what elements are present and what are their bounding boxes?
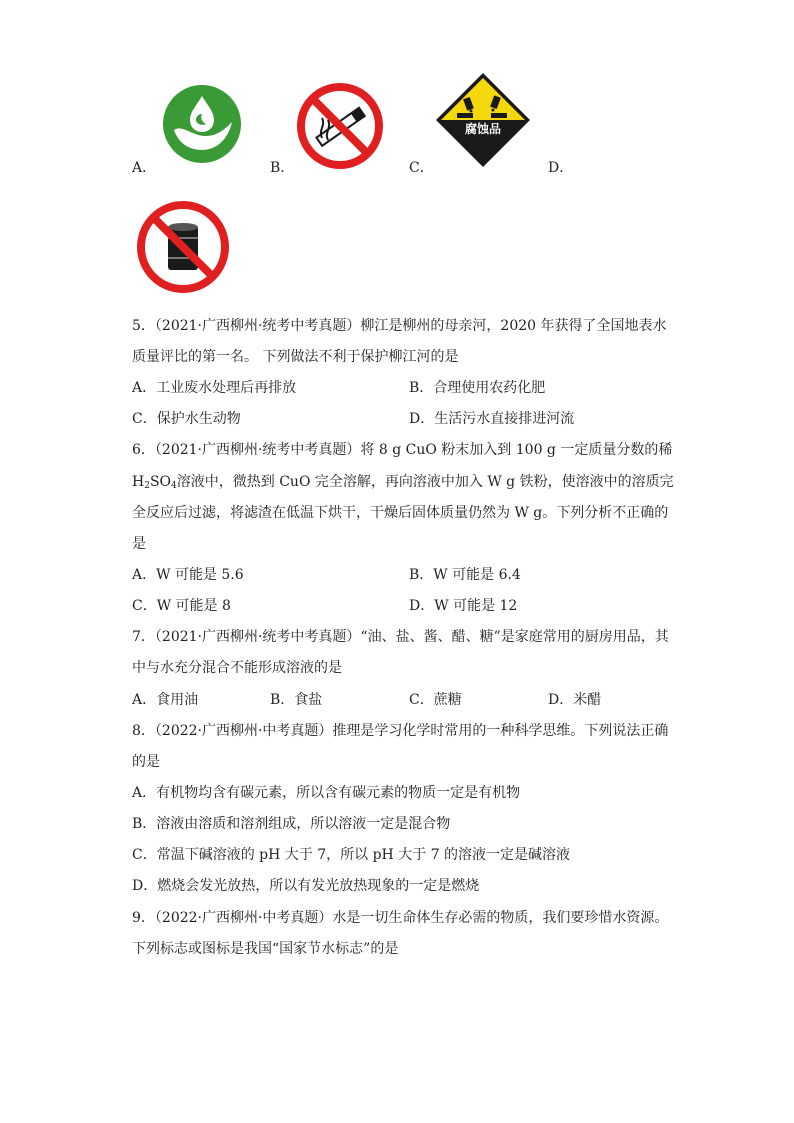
q5-option-c: C．保护水生动物	[132, 411, 241, 427]
option-c-label: C．	[409, 160, 434, 176]
option-b-label: B．	[270, 160, 295, 176]
q7-option-b: B．食盐	[270, 692, 323, 708]
q6-stem-line4: 是	[132, 536, 146, 552]
q7-option-a: A．食用油	[132, 692, 199, 708]
q5-option-d: D．生活污水直接排进河流	[409, 411, 575, 427]
q7-stem-line1: 7．（2021·广西柳州·统考中考真题）“油、盐、酱、醋、糖”是家庭常用的厨房用品，其	[132, 629, 669, 645]
q5-stem-line1: 5．（2021·广西柳州·统考中考真题）柳江是柳州的母亲河，2020 年获得了全国地表水	[132, 318, 667, 334]
q9-stem-line2: 下列标志或图标是我国“国家节水标志”的是	[132, 941, 399, 957]
q8-option-a: A．有机物均含有碳元素，所以含有碳元素的物质一定是有机物	[132, 785, 521, 801]
no-smoking-icon	[296, 82, 384, 170]
q5-option-b: B．合理使用农药化肥	[409, 380, 546, 396]
no-oil-dumping-icon	[136, 200, 230, 294]
corrosive-sign-icon	[435, 72, 531, 168]
q8-option-d: D．燃烧会发光放热，所以有发光放热现象的一定是燃烧	[132, 878, 480, 894]
option-d-label: D．	[548, 160, 574, 176]
q6-option-c: C．W 可能是 8	[132, 598, 231, 614]
q6-stem-line1: 6．（2021·广西柳州·统考中考真题）将 8 g CuO 粉末加入到 100 g 一定质量分数的稀	[132, 442, 673, 458]
q6-option-d: D．W 可能是 12	[409, 598, 518, 614]
q6-stem-line3: 全反应后过滤，将滤渣在低温下烘干，干燥后固体质量仍然为 W g。下列分析不正确的	[132, 505, 669, 521]
q5-stem-line2: 质量评比的第一名。 下列做法不利于保护柳江河的是	[132, 349, 459, 365]
q9-stem-line1: 9．（2022·广西柳州·中考真题）水是一切生命体生存必需的物质，我们要珍惜水资源。	[132, 910, 669, 926]
q7-option-d: D．米醋	[548, 692, 602, 708]
q5-option-a: A．工业废水处理后再排放	[132, 380, 297, 396]
q8-stem-line2: 的是	[132, 754, 160, 770]
water-saving-icon	[162, 84, 242, 164]
q8-stem-line1: 8．（2022·广西柳州·中考真题）推理是学习化学时常用的一种科学思维。下列说法正确	[132, 723, 669, 739]
q6-option-b: B．W 可能是 6.4	[409, 567, 521, 583]
q7-stem-line2: 中与水充分混合不能形成溶液的是	[132, 660, 342, 676]
q6-option-a: A．W 可能是 5.6	[132, 567, 244, 583]
q8-option-b: B．溶液由溶质和溶剂组成，所以溶液一定是混合物	[132, 816, 451, 832]
q8-option-c: C．常温下碱溶液的 pH 大于 7，所以 pH 大于 7 的溶液一定是碱溶液	[132, 847, 571, 863]
option-a-label: A．	[132, 160, 157, 176]
corrosive-sign-text: 腐蚀品	[464, 122, 501, 136]
q6-stem-line2: $H_2SO_4$溶液中，微热到 CuO 完全溶解，再向溶液中加入 W g 铁粉，使溶液中的溶质完	[132, 474, 674, 491]
q7-option-c: C．蔗糖	[409, 692, 462, 708]
